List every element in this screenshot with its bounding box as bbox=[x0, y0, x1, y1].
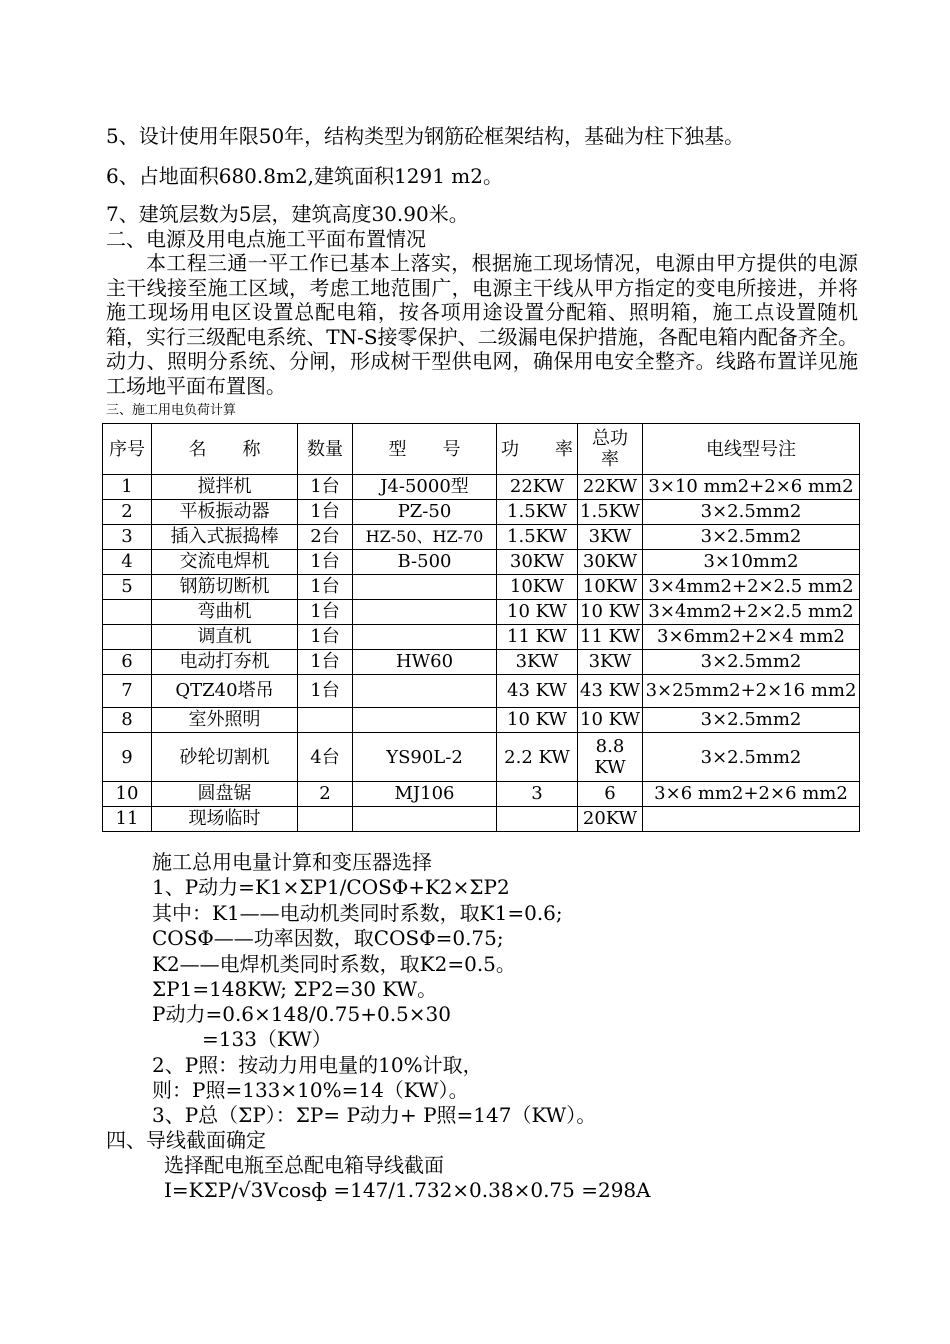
calc-line-8: 2、P照：按动力用电量的10%计取， bbox=[152, 1053, 483, 1077]
cell-no: 3 bbox=[103, 525, 152, 550]
cell-no: 4 bbox=[103, 550, 152, 575]
item-5: 5、设计使用年限50年，结构类型为钢筋砼框架结构，基础为柱下独基。 bbox=[106, 124, 745, 148]
cell-model bbox=[353, 600, 497, 625]
cell-power: 3KW bbox=[497, 650, 578, 675]
cell-wire: 3×25mm2+2×16 mm2 bbox=[643, 675, 860, 708]
header-no: 序号 bbox=[103, 424, 152, 475]
table-row bbox=[103, 600, 860, 625]
cell-wire bbox=[643, 807, 860, 832]
cell-name: 钢筋切断机 bbox=[152, 575, 298, 600]
cell-total: 11 KW bbox=[578, 625, 643, 650]
cell-power: 30KW bbox=[497, 550, 578, 575]
cell-qty: 1台 bbox=[298, 500, 353, 525]
cell-no: 11 bbox=[103, 807, 152, 832]
cell-no: 6 bbox=[103, 650, 152, 675]
calc-line-5: ΣP1=148KW; ΣP2=30 KW。 bbox=[152, 977, 438, 1001]
cell-model: HZ-50、HZ-70 bbox=[353, 525, 497, 550]
cell-power: 3 bbox=[497, 782, 578, 807]
cell-no bbox=[103, 600, 152, 625]
calc-line-7: =133（KW） bbox=[202, 1027, 332, 1051]
section-4-line-2: I=KΣP/√3Vcosф =147/1.732×0.38×0.75 =298A bbox=[164, 1178, 651, 1202]
cell-wire: 3×4mm2+2×2.5 mm2 bbox=[643, 600, 860, 625]
cell-qty: 1台 bbox=[298, 575, 353, 600]
cell-wire: 3×2.5mm2 bbox=[643, 733, 860, 782]
cell-name: 平板振动器 bbox=[152, 500, 298, 525]
cell-wire: 3×4mm2+2×2.5 mm2 bbox=[643, 575, 860, 600]
header-model: 型 号 bbox=[353, 424, 497, 475]
header-power: 功 率 bbox=[497, 424, 578, 475]
load-table bbox=[102, 423, 860, 832]
cell-total: 10 KW bbox=[578, 600, 643, 625]
section-4-heading: 四、导线截面确定 bbox=[106, 1128, 266, 1152]
cell-model: HW60 bbox=[353, 650, 497, 675]
cell-total: 10 KW bbox=[578, 708, 643, 733]
cell-wire: 3×6mm2+2×4 mm2 bbox=[643, 625, 860, 650]
calc-title: 施工总用电量计算和变压器选择 bbox=[152, 850, 432, 874]
cell-power: 10 KW bbox=[497, 708, 578, 733]
section-3-heading: 三、施工用电负荷计算 bbox=[106, 403, 237, 418]
cell-power bbox=[497, 807, 578, 832]
cell-name: 室外照明 bbox=[152, 708, 298, 733]
table-header-row bbox=[103, 424, 860, 475]
cell-power: 1.5KW bbox=[497, 500, 578, 525]
cell-qty: 4台 bbox=[298, 733, 353, 782]
cell-name: 插入式振捣棒 bbox=[152, 525, 298, 550]
cell-wire: 3×2.5mm2 bbox=[643, 500, 860, 525]
item-6: 6、占地面积680.8m2,建筑面积1291 m2。 bbox=[106, 164, 503, 188]
cell-no: 7 bbox=[103, 675, 152, 708]
cell-qty: 1台 bbox=[298, 550, 353, 575]
table-row bbox=[103, 782, 860, 807]
cell-qty: 1台 bbox=[298, 625, 353, 650]
cell-total: 30KW bbox=[578, 550, 643, 575]
cell-no: 2 bbox=[103, 500, 152, 525]
cell-power: 22KW bbox=[497, 475, 578, 500]
cell-total: 3KW bbox=[578, 525, 643, 550]
cell-power: 1.5KW bbox=[497, 525, 578, 550]
cell-power: 2.2 KW bbox=[497, 733, 578, 782]
cell-name: 现场临时 bbox=[152, 807, 298, 832]
cell-wire: 3×2.5mm2 bbox=[643, 650, 860, 675]
cell-power: 11 KW bbox=[497, 625, 578, 650]
cell-model bbox=[353, 675, 497, 708]
cell-wire: 3×2.5mm2 bbox=[643, 525, 860, 550]
table-row bbox=[103, 625, 860, 650]
cell-model bbox=[353, 807, 497, 832]
cell-total: 22KW bbox=[578, 475, 643, 500]
cell-qty: 1台 bbox=[298, 600, 353, 625]
cell-qty bbox=[298, 807, 353, 832]
cell-total: 1.5KW bbox=[578, 500, 643, 525]
calc-line-6: P动力=0.6×148/0.75+0.5×30 bbox=[152, 1002, 451, 1026]
header-wire: 电线型号注 bbox=[643, 424, 860, 475]
cell-model: YS90L-2 bbox=[353, 733, 497, 782]
cell-qty bbox=[298, 708, 353, 733]
table-row bbox=[103, 807, 860, 832]
calc-line-1: 1、P动力=K1×ΣP1/COSΦ+K2×ΣP2 bbox=[152, 875, 510, 899]
cell-power: 10 KW bbox=[497, 600, 578, 625]
table-row bbox=[103, 575, 860, 600]
cell-model bbox=[353, 625, 497, 650]
header-name: 名 称 bbox=[152, 424, 298, 475]
cell-name: 搅拌机 bbox=[152, 475, 298, 500]
section-2-paragraph: 本工程三通一平工作已基本上落实，根据施工现场情况，电源由甲方提供的电源主干线接至施工区域，考虑工地范围广，电源主干线从甲方指定的变电所接进，并将施工现场用电区设置总配电箱，按各项用途设置分配箱、照明箱，施工点设置随机箱，实行三级配电系统、TN-S接零保护、二级漏电保护措施，各配电箱内配备齐全。动力、照明分系统、分闸，形成树干型供电网，确保用电安全整齐。线路布置详见施工场地平面布置图。 bbox=[106, 251, 858, 398]
cell-qty: 1台 bbox=[298, 475, 353, 500]
cell-model: MJ106 bbox=[353, 782, 497, 807]
cell-total: 10KW bbox=[578, 575, 643, 600]
section-2-heading: 二、电源及用电点施工平面布置情况 bbox=[106, 227, 426, 251]
cell-wire: 3×6 mm2+2×6 mm2 bbox=[643, 782, 860, 807]
calc-line-4: K2——电焊机类同时系数，取K2=0.5。 bbox=[152, 952, 516, 976]
table-row bbox=[103, 733, 860, 782]
cell-qty: 2 bbox=[298, 782, 353, 807]
table-row bbox=[103, 500, 860, 525]
table-row bbox=[103, 475, 860, 500]
table-row bbox=[103, 525, 860, 550]
cell-name: 圆盘锯 bbox=[152, 782, 298, 807]
cell-total: 6 bbox=[578, 782, 643, 807]
table-row bbox=[103, 675, 860, 708]
cell-total: 43 KW bbox=[578, 675, 643, 708]
cell-name: 调直机 bbox=[152, 625, 298, 650]
table-row bbox=[103, 650, 860, 675]
calc-line-2: 其中：K1——电动机类同时系数，取K1=0.6; bbox=[152, 901, 563, 925]
cell-total: 3KW bbox=[578, 650, 643, 675]
cell-no: 10 bbox=[103, 782, 152, 807]
cell-name: QTZ40塔吊 bbox=[152, 675, 298, 708]
cell-wire: 3×10 mm2+2×6 mm2 bbox=[643, 475, 860, 500]
table-row bbox=[103, 708, 860, 733]
cell-no: 8 bbox=[103, 708, 152, 733]
cell-no bbox=[103, 625, 152, 650]
header-qty: 数量 bbox=[298, 424, 353, 475]
cell-model: PZ-50 bbox=[353, 500, 497, 525]
cell-power: 10KW bbox=[497, 575, 578, 600]
cell-name: 交流电焊机 bbox=[152, 550, 298, 575]
cell-model bbox=[353, 708, 497, 733]
calc-line-10: 3、P总（ΣP）：ΣP= P动力+ P照=147（KW）。 bbox=[152, 1103, 597, 1127]
cell-wire: 3×2.5mm2 bbox=[643, 708, 860, 733]
cell-no: 5 bbox=[103, 575, 152, 600]
cell-qty: 2台 bbox=[298, 525, 353, 550]
cell-total: 8.8 KW bbox=[578, 733, 643, 782]
cell-qty: 1台 bbox=[298, 650, 353, 675]
calc-line-3: COSΦ——功率因数，取COSΦ=0.75; bbox=[152, 926, 504, 950]
item-7: 7、建筑层数为5层，建筑高度30.90米。 bbox=[106, 202, 469, 226]
cell-no: 1 bbox=[103, 475, 152, 500]
cell-wire: 3×10mm2 bbox=[643, 550, 860, 575]
cell-total: 20KW bbox=[578, 807, 643, 832]
table-row bbox=[103, 550, 860, 575]
cell-qty: 1台 bbox=[298, 675, 353, 708]
cell-power: 43 KW bbox=[497, 675, 578, 708]
cell-name: 电动打夯机 bbox=[152, 650, 298, 675]
cell-name: 弯曲机 bbox=[152, 600, 298, 625]
cell-name: 砂轮切割机 bbox=[152, 733, 298, 782]
section-4-line-1: 选择配电瓶至总配电箱导线截面 bbox=[164, 1153, 444, 1177]
header-total-power: 总功率 bbox=[578, 424, 643, 475]
cell-model bbox=[353, 575, 497, 600]
cell-model: J4-5000型 bbox=[353, 475, 497, 500]
cell-model: B-500 bbox=[353, 550, 497, 575]
calc-line-9: 则：P照=133×10%=14（KW）。 bbox=[152, 1078, 469, 1102]
cell-no: 9 bbox=[103, 733, 152, 782]
